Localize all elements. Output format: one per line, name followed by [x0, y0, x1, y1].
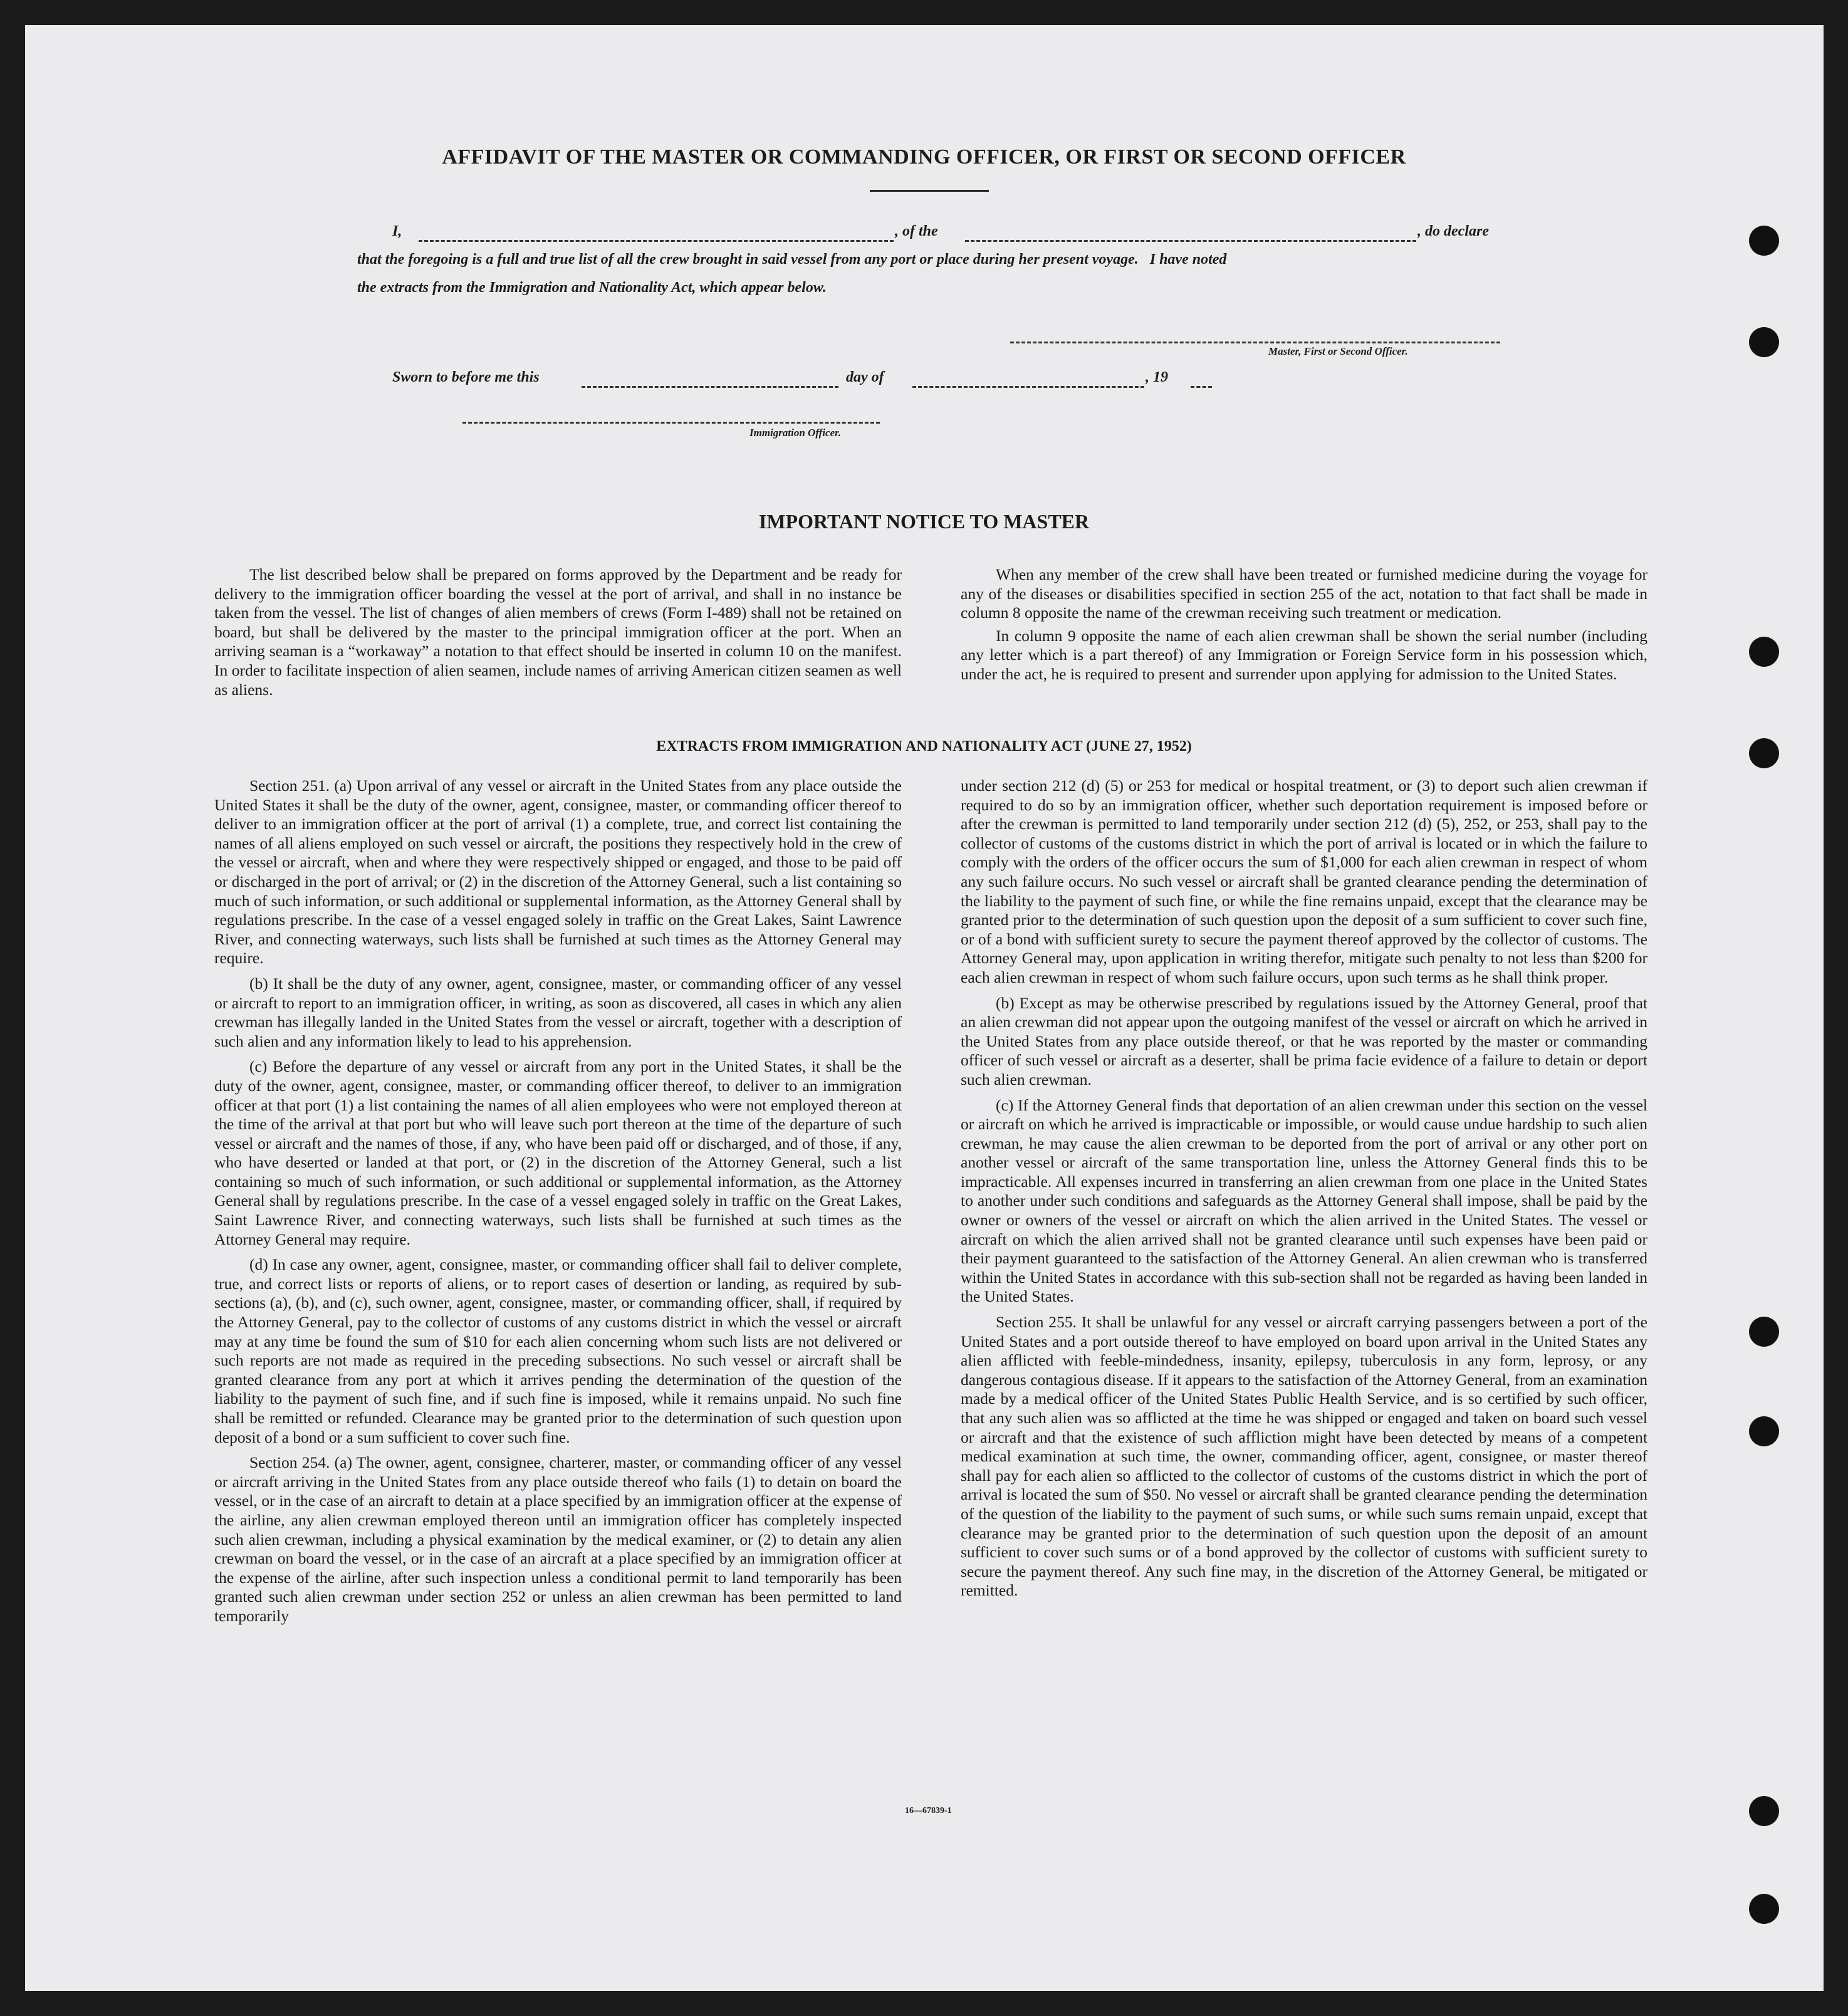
binder-hole [1749, 637, 1779, 667]
section-251-c: (c) Before the departure of any vessel or aircraft from any port in the United States, it shall be the duty of the owner, agent, consignee, master, or commanding officer thereof, to deliver to an immigration officer at that port (1) a list containing the names of all alien employees who were not employed thereon at the time of the arrival at that port but who will leave such port thereon at the time of the departure of such vessel or aircraft and the names of those, if any, who have been paid off or discharged, and of those, if any, who have deserted or landed at that port, or (2) in the discretion of the Attorney General, such a list containing so much of such information, or such additional or supplemental information, as the Attorney General shall by regulations prescribe. In the case of a vessel engaged solely in traffic on the Great Lakes, Saint Lawrence River, and connecting waterways, such lists shall be furnished at such times as the Attorney General may require. [214, 1057, 902, 1248]
officer-signature-caption: Immigration Officer. [749, 427, 842, 439]
binder-hole [1749, 226, 1779, 256]
name-field[interactable] [419, 240, 894, 242]
section-251-b: (b) It shall be the duty of any owner, agent, consignee, master, or commanding officer of any vessel or aircraft to report to an immigration officer, in writing, as soon as discovered, all cases in which any alien crewman has illegally landed in the United States from the vessel or aircraft, together with a description of such alien and any information likely to lead to his apprehension. [214, 974, 902, 1050]
master-signature-caption: Master, First or Second Officer. [1268, 345, 1408, 357]
title-underline [870, 190, 989, 192]
year-label: , 19 [1146, 369, 1168, 385]
notice-left-column [214, 565, 902, 699]
extracts-left-column [214, 776, 902, 1626]
section-251-d: (d) In case any owner, agent, consignee, master, or commanding officer shall fail to deliver complete, true, and correct lists or reports of aliens, or to report cases of desertion or landing, as required by sub-sections (a), (b), and (c), such owner, agent, consignee, master, or commanding officer, shall, if required by the Attorney General, pay to the collector of customs of any customs district in which the vessel or aircraft may at any time be found the sum of $10 for each alien concerning whom such lists are not delivered or such reports are not made as required in the preceding subsections. No such vessel or aircraft shall be granted clearance from any port at which it arrives pending the determination of the question of the liability to the payment of such fine, and if such fine is imposed, while it remains unpaid. No such fine shall be remitted or refunded. Clearance may be granted prior to the determination of such question upon deposit of a bond or a sum sufficient to cover such fine. [214, 1255, 902, 1446]
section-254-a-continued: under section 212 (d) (5) or 253 for medical or hospital treatment, or (3) to deport such alien crewman if required to do so by an immigration officer, whether such deportation requirement is imposed before or after the crewman is permitted to land temporarily under section 212 (d) (5), 252, or 253, shall pay to the collector of customs of the customs district in which the port of arrival is located or in which the failure to comply with the orders of the officer occurs the sum of $1,000 for each alien crewman in respect of whom any such failure occurs. No such vessel or aircraft shall be granted clearance pending the determination of the liability to the payment of such fine, or while the fine remains unpaid, except that the clearance may be granted prior to the determination of such question upon the deposit of a sum sufficient to cover such fine, or of a bond with sufficient surety to secure the payment thereof approved by the collector of customs. The Attorney General may, upon application in writing therefor, mitigate such penalty to not less than $200 for each alien crewman in respect of whom such failure occurs, upon such terms as he shall think proper. [961, 776, 1647, 986]
notice-left-paragraph: The list described below shall be prepared on forms approved by the Department and be ready for delivery to the immigration officer boarding the vessel at the port of arrival, and shall in no instance be taken from the vessel. The list of changes of alien members of crews (Form I-489) shall not be retained on board, but shall be delivered by the master to the principal immigration officer at the port. When an arriving seaman is a “workaway” a notation to that effect should be inserted in column 10 on the manifest. In order to facilitate inspection of alien seamen, include names of arriving American citizen seamen as well as aliens. [214, 565, 902, 699]
sworn-day-field[interactable] [582, 386, 838, 388]
sworn-label: Sworn to before me this [392, 369, 540, 385]
notice-right-paragraph-1: When any member of the crew shall have been treated or furnished medicine during the voyage for any of the diseases or disabilities specified in section 255 of the act, notation to that fact shall be made in column 8 opposite the name of the crewman receiving such treatment or medication. [961, 565, 1647, 622]
do-declare-label: , do declare [1417, 223, 1489, 239]
notice-right-column [961, 565, 1647, 684]
master-signature-field[interactable] [1010, 342, 1500, 343]
binder-hole [1749, 1416, 1779, 1446]
i-label: I, [392, 223, 402, 239]
affidavit-title: AFFIDAVIT OF THE MASTER OR COMMANDING OFFICER, OR FIRST OR SECOND OFFICER [442, 145, 1406, 169]
binder-hole [1749, 1796, 1779, 1826]
section-254-c: (c) If the Attorney General finds that deportation of an alien crewman under this section on the vessel or aircraft on which he arrived is impracticable or impossible, or would cause undue hardship to such alien crewman, he may cause the alien crewman to be deported from the port of arrival or any other port on another vessel or aircraft of the same transportation line, unless the Attorney General finds this to be impracticable. All expenses incurred in transferring an alien crewman from one place in the United States to another under such conditions and safeguards as the Attorney General shall impose, shall be paid by the owner or owners of the vessel or aircraft on which the alien arrived in the United States. The vessel or aircraft on which the alien arrived shall not be granted clearance until such expenses have been paid or their payment guaranteed to the satisfaction of the Attorney General. An alien crewman who is transferred within the United States in accordance with this sub-section shall not be regarded as having been landed in the United States. [961, 1095, 1647, 1306]
notice-title: IMPORTANT NOTICE TO MASTER [758, 510, 1090, 533]
notice-right-paragraph-2: In column 9 opposite the name of each alien crewman shall be shown the serial number (including any letter which is a part thereof) of any Immigration or Foreign Service form in his possession which, under the act, he is required to present and surrender upon applying for admission to the United States. [961, 626, 1647, 683]
declaration-line-2: the extracts from the Immigration and Nationality Act, which appear below. [357, 279, 827, 296]
section-254-a: Section 254. (a) The owner, agent, consignee, charterer, master, or commanding officer of any vessel or aircraft arriving in the United States from any place outside thereof who fails (1) to detain on board the vessel, or in the case of an aircraft to detain at a place specified by an immigration officer at the expense of the airline, any alien crewman employed thereon until an immigration officer has completely inspected such alien crewman, including a physical examination by the medical examiner, or (2) to detain any alien crewman on board the vessel, or in the case of an aircraft at a place specified by an immigration officer at the expense of the airline, after such inspection unless a conditional permit to land temporarily has been granted such alien crewman under section 252 or unless an alien crewman has been permitted to land temporarily [214, 1453, 902, 1625]
sworn-year-field[interactable] [1191, 386, 1212, 388]
sworn-month-field[interactable] [912, 386, 1144, 388]
binder-hole [1749, 1894, 1779, 1924]
binder-hole [1749, 1317, 1779, 1347]
officer-signature-field[interactable] [462, 422, 880, 424]
section-255: Section 255. It shall be unlawful for any vessel or aircraft carrying passengers between a port of the United States and a port outside thereof to have employed on board upon arrival in the United States any alien afflicted with feeble-mindedness, insanity, epilepsy, tuberculosis in any form, leprosy, or any dangerous contagious disease. If it appears to the satisfaction of the Attorney General, from an examination made by a medical officer of the United States Public Health Service, and is so certified by such officer, that any such alien was so afflicted at the time he was shipped or engaged and taken on board such vessel or aircraft and that the existence of such affliction might have been detected by means of a competent medical examination at such time, the owner, commanding officer, agent, consignee, or master thereof shall pay for each alien so afflicted to the collector of customs of the customs district in which the port of arrival is located the sum of $50. No vessel or aircraft shall be granted clearance pending the determination of the question of the liability to the payment of such sums, or while such sums remain unpaid, except that clearance may be granted prior to the determination of such question upon the deposit of an amount sufficient to cover such sums or of a bond approved by the collector of customs with sufficient surety to secure the payment thereof. Any such fine may, in the discretion of the Attorney General, be mitigated or remitted. [961, 1313, 1647, 1600]
of-the-label: , of the [895, 223, 938, 239]
extracts-right-column [961, 776, 1647, 1601]
binder-hole [1749, 327, 1779, 357]
form-number: 16—67839-1 [905, 1806, 952, 1815]
extracts-title: EXTRACTS FROM IMMIGRATION AND NATIONALITY ACT (JUNE 27, 1952) [656, 738, 1192, 755]
section-254-b: (b) Except as may be otherwise prescribed by regulations issued by the Attorney General, proof that an alien crewman did not appear upon the outgoing manifest of the vessel or aircraft on which he arrived in the United States from any place outside thereof, or that he was reported by the master or commanding officer of such vessel or aircraft as a deserter, shall be prima facie evidence of a failure to detain or deport such alien crewman. [961, 993, 1647, 1089]
section-251-a: Section 251. (a) Upon arrival of any vessel or aircraft in the United States from any place outside the United States it shall be the duty of the owner, agent, consignee, master, or commanding officer thereof to deliver to an immigration officer at the port of arrival (1) a complete, true, and correct list containing the names of all aliens employed on such vessel or aircraft, the positions they respectively hold in the crew of the vessel or aircraft, when and where they were respectively shipped or engaged, and those to be paid off or discharged in the port of arrival; or (2) in the discretion of the Attorney General, such a list containing so much of such information, or such additional or supplemental information, as the Attorney General shall by regulations prescribe. In the case of a vessel engaged solely in traffic on the Great Lakes, Saint Lawrence River, and connecting waterways, such lists shall be furnished at such times as the Attorney General may require. [214, 776, 902, 968]
day-of-label: day of [846, 369, 884, 385]
declaration-line-1: that the foregoing is a full and true list of all the crew brought in said vessel from any port or place during her present voyage. I have noted [357, 251, 1227, 268]
vessel-field[interactable] [965, 240, 1416, 242]
